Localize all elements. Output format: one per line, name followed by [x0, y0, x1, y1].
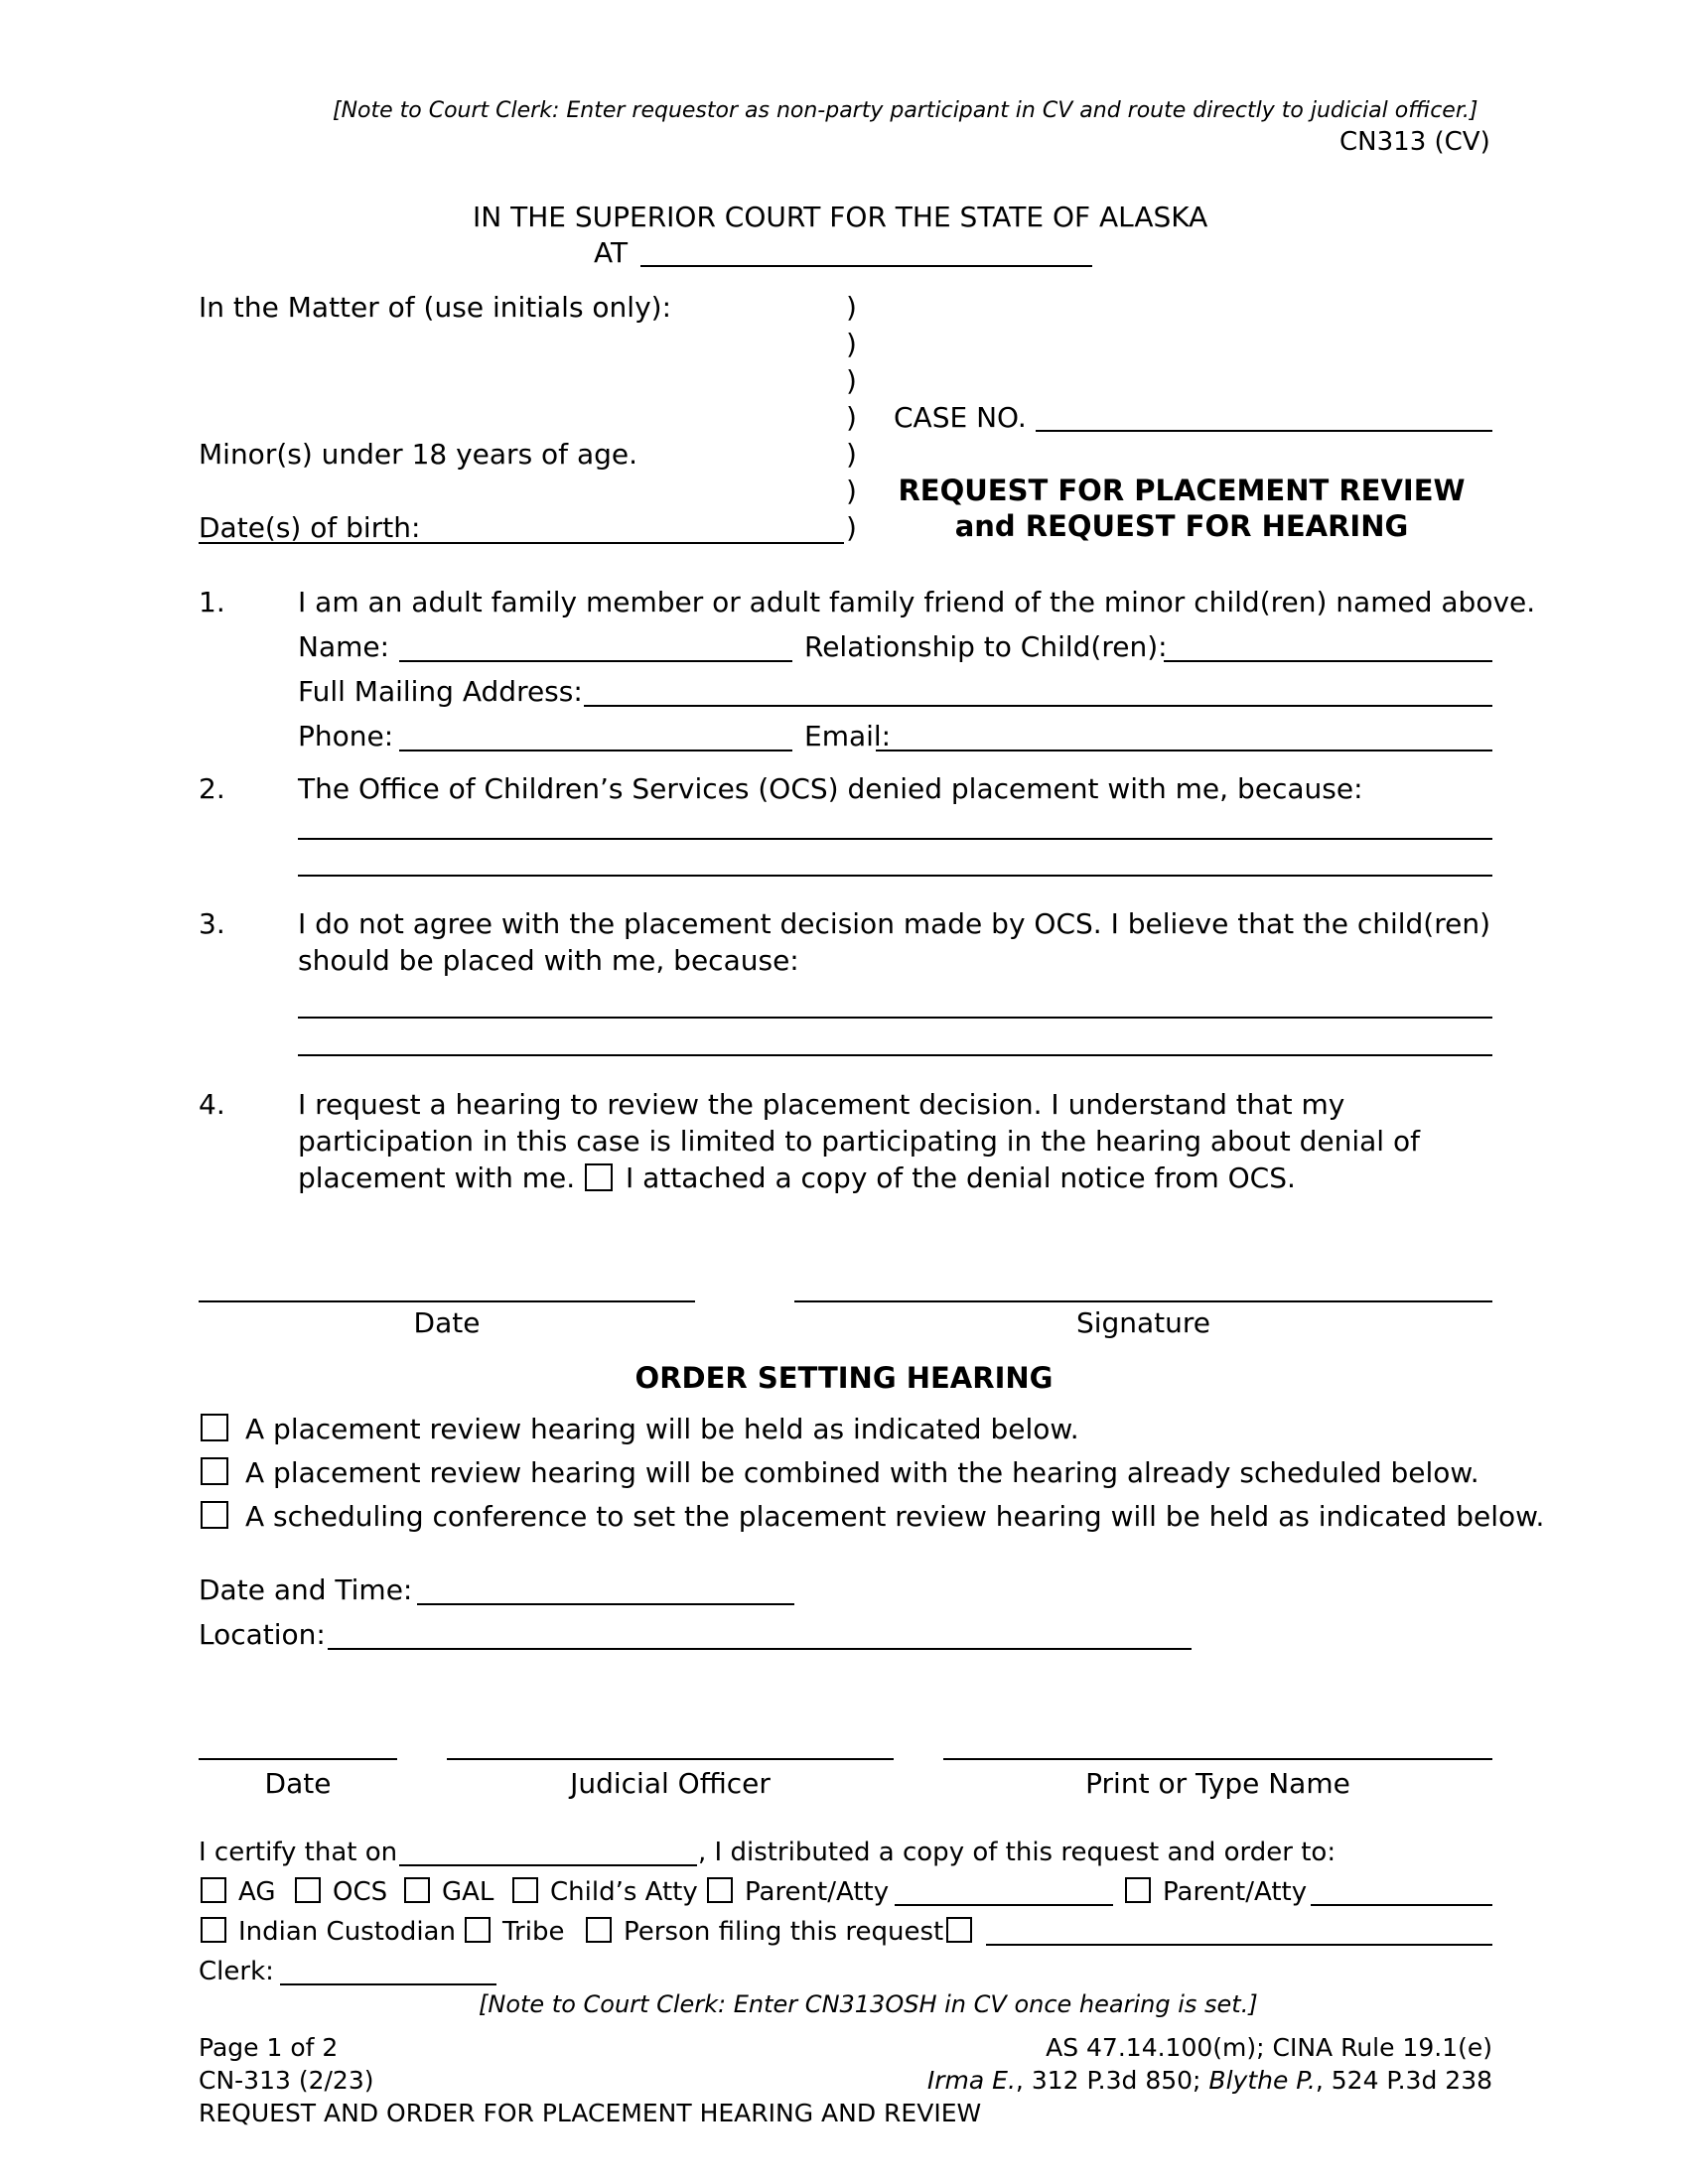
location-label: Location: [199, 1618, 326, 1651]
name-field[interactable] [399, 660, 792, 662]
item-number: 1. [199, 586, 225, 618]
dist-gal-checkbox[interactable] [404, 1877, 430, 1903]
dist-parent-atty-2-field[interactable] [1311, 1904, 1492, 1906]
datetime-label: Date and Time: [199, 1573, 413, 1606]
item-number: 3. [199, 907, 225, 940]
dob-label: Date(s) of birth: [199, 511, 421, 544]
form-code: CN313 (CV) [1339, 127, 1490, 157]
dist-parent-atty-2-label: Parent/Atty [1163, 1877, 1308, 1907]
dist-ocs-checkbox[interactable] [295, 1877, 321, 1903]
at-label: AT [594, 236, 629, 269]
caption-paren: ) [846, 475, 857, 507]
caption-paren: ) [846, 328, 857, 360]
case-citations [794, 2068, 1492, 2093]
item4-text-line2: participation in this case is limited to participating in the hearing about denial of [298, 1125, 1420, 1158]
order-option-label-1: A placement review hearing will be held as indicated below. [245, 1413, 1079, 1445]
dist-parent-atty-2-checkbox[interactable] [1125, 1877, 1151, 1903]
dist-indian-custodian-label: Indian Custodian [238, 1917, 456, 1947]
request-signature-field[interactable] [794, 1300, 1492, 1302]
dist-other-field[interactable] [986, 1944, 1492, 1946]
dist-tribe-label: Tribe [502, 1917, 565, 1947]
attached-denial-checkbox[interactable] [585, 1163, 613, 1191]
clerk-note-bottom: [Note to Court Clerk: Enter CN313OSH in CV once hearing is set.] [479, 1990, 1258, 2018]
print-name-caption: Print or Type Name [1085, 1767, 1350, 1800]
form-revision: CN-313 (2/23) [199, 2066, 374, 2095]
dob-field[interactable] [199, 542, 844, 544]
dist-ag-checkbox[interactable] [201, 1877, 226, 1903]
form-title: REQUEST AND ORDER FOR PLACEMENT HEARING AND REVIEW [199, 2099, 982, 2127]
order-date-caption: Date [264, 1767, 332, 1800]
judicial-officer-caption: Judicial Officer [570, 1767, 771, 1800]
case1-cite: , 312 P.3d 850; [1015, 2066, 1209, 2095]
court-title: IN THE SUPERIOR COURT FOR THE STATE OF ALASKA [473, 201, 1208, 233]
caption-paren: ) [846, 364, 857, 397]
item3-text-line2: should be placed with me, because: [298, 944, 799, 977]
denial-reason-line-2[interactable] [298, 875, 1492, 877]
case-no-label: CASE NO. [894, 401, 1027, 434]
caption-paren: ) [846, 511, 857, 544]
page-number: Page 1 of 2 [199, 2033, 339, 2062]
dist-parent-atty-1-checkbox[interactable] [707, 1877, 733, 1903]
email-field[interactable] [876, 750, 1492, 751]
item-number: 4. [199, 1088, 225, 1121]
order-option-label-2: A placement review hearing will be combined with the hearing already scheduled below. [245, 1456, 1479, 1489]
dist-person-filing-label: Person filing this request [624, 1917, 944, 1947]
relationship-label: Relationship to Child(ren): [804, 630, 1168, 663]
order-option-checkbox-2[interactable] [201, 1457, 228, 1485]
clerk-note-top: [Note to Court Clerk: Enter requestor as non-party participant in CV and route directly to judicial officer.] [333, 98, 1478, 123]
phone-field[interactable] [399, 750, 792, 751]
print-name-field[interactable] [943, 1758, 1492, 1760]
item-number: 2. [199, 772, 225, 805]
clerk-label: Clerk: [199, 1957, 274, 1986]
court-location-field[interactable] [640, 265, 1092, 267]
item2-text: The Office of Children’s Services (OCS) denied placement with me, because: [298, 772, 1363, 805]
relationship-field[interactable] [1164, 660, 1492, 662]
phone-label: Phone: [298, 720, 394, 752]
email-label: Email: [804, 720, 892, 752]
order-date-field[interactable] [199, 1758, 397, 1760]
dist-ag-label: AG [238, 1877, 276, 1907]
dist-gal-label: GAL [442, 1877, 494, 1907]
certify-label-cont: , I distributed a copy of this request and order to: [698, 1838, 1336, 1867]
dist-person-filing-checkbox[interactable] [586, 1917, 612, 1943]
caption-paren: ) [846, 401, 857, 434]
placement-reason-line-2[interactable] [298, 1054, 1492, 1056]
dist-childs-atty-checkbox[interactable] [512, 1877, 538, 1903]
dist-parent-atty-1-label: Parent/Atty [745, 1877, 890, 1907]
case1-name: Irma E. [926, 2066, 1016, 2095]
address-label: Full Mailing Address: [298, 675, 583, 708]
hearing-location-field[interactable] [328, 1648, 1192, 1650]
item4-text-line3: placement with me. [298, 1161, 576, 1194]
order-option-label-3: A scheduling conference to set the placement review hearing will be held as indicated below. [245, 1500, 1545, 1533]
statute-citation: AS 47.14.100(m); CINA Rule 19.1(e) [1046, 2033, 1492, 2062]
dist-ocs-label: OCS [333, 1877, 388, 1907]
distribution-date-field[interactable] [399, 1864, 697, 1866]
dist-childs-atty-label: Child’s Atty [550, 1877, 698, 1907]
matter-label: In the Matter of (use initials only): [199, 291, 672, 324]
order-heading: ORDER SETTING HEARING [634, 1361, 1054, 1395]
item4-text-line1: I request a hearing to review the placement decision. I understand that my [298, 1088, 1345, 1121]
case-no-field[interactable] [1036, 430, 1492, 432]
hearing-datetime-field[interactable] [417, 1603, 794, 1605]
signature-caption: Signature [1075, 1306, 1211, 1339]
minors-label: Minor(s) under 18 years of age. [199, 438, 637, 471]
doc-title-line2: and REQUEST FOR HEARING [954, 509, 1409, 543]
certify-label: I certify that on [199, 1838, 398, 1867]
attached-denial-label: I attached a copy of the denial notice from OCS. [626, 1161, 1296, 1194]
date-caption: Date [413, 1306, 481, 1339]
dist-indian-custodian-checkbox[interactable] [201, 1917, 226, 1943]
case2-name: Blythe P. [1208, 2066, 1316, 2095]
request-date-field[interactable] [199, 1300, 695, 1302]
judicial-officer-signature-field[interactable] [447, 1758, 894, 1760]
name-label: Name: [298, 630, 390, 663]
item3-text-line1: I do not agree with the placement decision made by OCS. I believe that the child(ren) [298, 907, 1491, 940]
denial-reason-line-1[interactable] [298, 838, 1492, 840]
clerk-signature-field[interactable] [280, 1983, 496, 1985]
order-option-checkbox-1[interactable] [201, 1414, 228, 1441]
dist-other-checkbox[interactable] [946, 1917, 972, 1943]
order-option-checkbox-3[interactable] [201, 1501, 228, 1529]
dist-tribe-checkbox[interactable] [465, 1917, 491, 1943]
item1-text: I am an adult family member or adult family friend of the minor child(ren) named above. [298, 586, 1536, 618]
caption-paren: ) [846, 291, 857, 324]
caption-paren: ) [846, 438, 857, 471]
doc-title-line1: REQUEST FOR PLACEMENT REVIEW [898, 474, 1466, 507]
address-field[interactable] [584, 705, 1492, 707]
placement-reason-line-1[interactable] [298, 1017, 1492, 1019]
dist-parent-atty-1-field[interactable] [895, 1904, 1113, 1906]
case2-cite: , 524 P.3d 238 [1315, 2066, 1492, 2095]
